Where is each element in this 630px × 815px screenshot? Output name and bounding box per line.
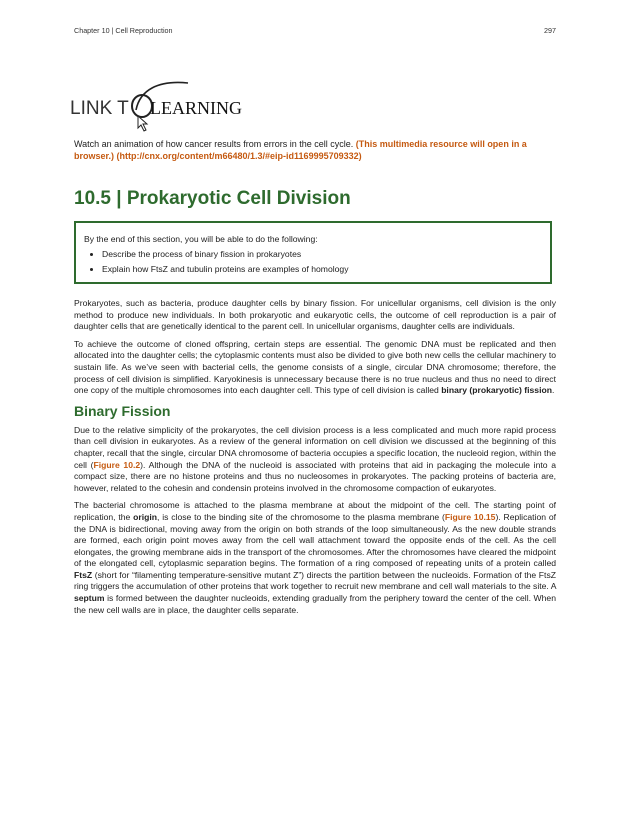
paragraph-text: ). Although the DNA of the nucleoid is associated with proteins that aid in packaging the molecule into a compact size, there are no histone proteins and thus no nucleosomes in prokaryotes. The packing proteins of bacteria are, however, related to the cohesin and condensin proteins involved in the chromosome compaction of eukaryotes.: [74, 459, 556, 493]
link-to-learning-logo: [66, 76, 246, 132]
key-term: origin: [133, 511, 158, 522]
paragraph: [74, 425, 556, 495]
paragraph: Prokaryotes, such as bacteria, produce daughter cells by binary fission. For unicellular organisms, cell division is the only method to produce new individuals. In both prokaryotic and eukaryotic cells, the outcome of cell reproduction is a pair of daughter cells that are genetically identical to the parent cell. In unicellular organisms, daughter cells are individuals.: [74, 298, 556, 332]
subsection-title: Binary Fission: [74, 402, 171, 419]
figure-link[interactable]: Figure 10.15: [444, 511, 496, 522]
key-term: FtsZ: [74, 569, 93, 580]
logo-text-right: LEARNING: [150, 98, 242, 118]
paragraph-text: ). Replication of the DNA is bidirectional, moving away from the origin on both strands of the loop simultaneously. As the new double strands are formed, each origin point moves away from the cell wall attachment toward the opposite ends of the cell. As the cell elongates, the growing membrane aids in the transport of the chromosomes. After the chromosomes have cleared the midpoint of the elongated cell, cytoplasmic separation begins. The formation of a ring composed of repeating units of a protein called: [74, 511, 557, 569]
running-header: [74, 26, 556, 35]
link-intro: Watch an animation of how cancer results from errors in the cell cycle.: [74, 139, 356, 149]
learning-objectives-box: [74, 221, 552, 284]
objective-item: • Describe the process of binary fission in prokaryotes: [102, 249, 542, 259]
objective-item: • Explain how FtsZ and tubulin proteins are examples of homology: [102, 264, 542, 274]
paragraph-text: To achieve the outcome of cloned offspring, certain steps are essential. The genomic DNA must be replicated and then allocated into the daughter cells; the cytoplasmic contents must also be divided to give both new cells the cellular machinery to sustain life. As we’ve seen with bacterial cells, the genome consists of a single, circular DNA chromosome; therefore, the process of cell division is simplified. Karyokinesis is unnecessary because there is no true nucleus and thus no need to direct one copy of the multiple chromosomes into each daughter cell. This type of cell division is called: [74, 338, 556, 396]
key-term: septum: [74, 593, 105, 604]
paragraph-text: .: [551, 385, 555, 396]
paragraph-text: (short for “filamenting temperature-sensitive mutant Z”) directs the partition between the nucleoids. Formation of the FtsZ ring triggers the accumulation of other proteins that work together to recruit new membrane and cell wall materials to the site. A: [74, 569, 556, 592]
paragraph-text: is formed between the daughter nucleoids, extending gradually from the periphery toward the center of the cell. When the new cell walls are in place, the daughter cells separate.: [74, 593, 556, 615]
link-to-learning-text: [74, 138, 556, 162]
key-term: binary (prokaryotic) fission: [441, 385, 552, 396]
paragraph-text: , is close to the binding site of the chromosome to the plasma membrane (: [157, 511, 445, 522]
page-number: 297: [544, 26, 556, 35]
paragraph: [74, 339, 556, 397]
section-title: 10.5 | Prokaryotic Cell Division: [74, 188, 351, 209]
chapter-label: Chapter 10 | Cell Reproduction: [74, 26, 173, 35]
figure-link[interactable]: Figure 10.2: [93, 459, 141, 470]
body-text: [74, 298, 556, 622]
objectives-list: [84, 249, 542, 274]
paragraph-text: Due to the relative simplicity of the prokaryotes, the cell division process is a less complicated and much more rapid process than cell division in eukaryotes. As a review of the general information on cell division we discussed at the beginning of this chapter, recall that the single, circular DNA chromosome of bacteria occupies a specific location, the nucleoid region, within the cell (: [74, 424, 556, 470]
objectives-intro: By the end of this section, you will be able to do the following:: [84, 234, 318, 244]
multimedia-link[interactable]: (This multimedia resource will open in a browser.) (http://cnx.org/content/m66480/1.3/#eip-id1169995709332): [74, 139, 527, 161]
paragraph-text: The bacterial chromosome is attached to the plasma membrane at about the midpoint of the cell. The starting point of replication, the: [74, 500, 556, 522]
paragraph: [74, 500, 556, 616]
logo-text-left: LINK T: [70, 98, 129, 119]
